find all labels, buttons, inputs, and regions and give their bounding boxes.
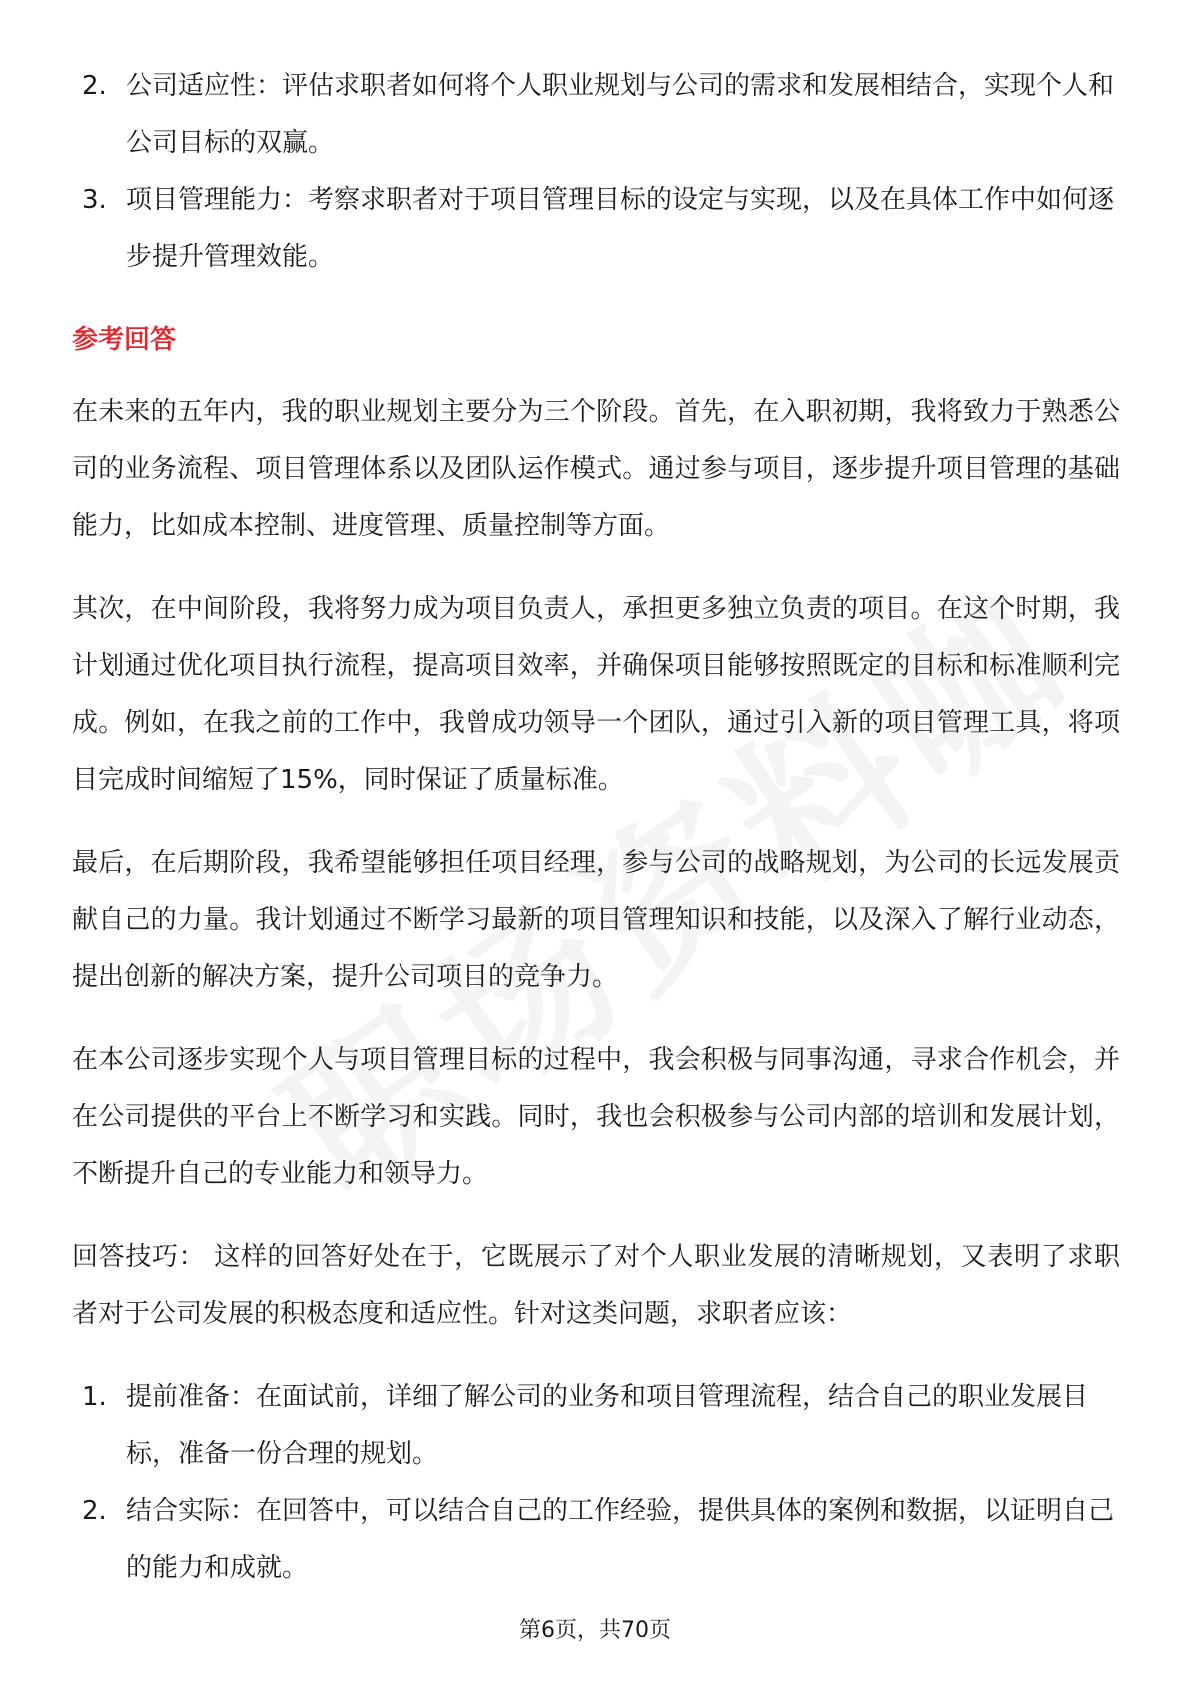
list-item bbox=[72, 1369, 1120, 1483]
answer-paragraph: 其次，在中间阶段，我将努力成为项目负责人，承担更多独立负责的项目。在这个时期，我计划通过优化项目执行流程，提高项目效率，并确保项目能够按照既定的目标和标准顺利完成。例如，在我之前的工作中，我曾成功领导一个团队，通过引入新的项目管理工具，将项目完成时间缩短了15%，同时保证了质量标准。 bbox=[72, 594, 1120, 795]
list-item-number: 1. bbox=[82, 1382, 107, 1412]
list-item-number: 2. bbox=[82, 71, 107, 101]
list-item-text: 评估求职者如何将个人职业规划与公司的需求和发展相结合，实现个人和公司目标的双赢。 bbox=[126, 71, 1115, 158]
tips-paragraph: 回答技巧： 这样的回答好处在于，它既展示了对个人职业发展的清晰规划，又表明了求职者对于公司发展的积极态度和适应性。针对这类问题，求职者应该： bbox=[72, 1242, 1120, 1329]
page-number: 第6页，共70页 bbox=[519, 1618, 671, 1643]
answer-paragraph: 最后，在后期阶段，我希望能够担任项目经理，参与公司的战略规划，为公司的长远发展贡献自己的力量。我计划通过不断学习最新的项目管理知识和技能，以及深入了解行业动态，提出创新的解决方案，提升公司项目的竞争力。 bbox=[72, 848, 1120, 992]
list-item-text: 在面试前，详细了解公司的业务和项目管理流程，结合自己的职业发展目标，准备一份合理的规划。 bbox=[126, 1382, 1089, 1469]
reference-answer-heading: 参考回答 bbox=[72, 325, 177, 355]
list-item-text: 考察求职者对于项目管理目标的设定与实现，以及在具体工作中如何逐步提升管理效能。 bbox=[126, 185, 1115, 272]
criteria-list bbox=[72, 58, 1120, 286]
tips-list bbox=[72, 1369, 1120, 1597]
list-item-number: 2. bbox=[82, 1496, 107, 1526]
answer-paragraph: 在未来的五年内，我的职业规划主要分为三个阶段。首先，在入职初期，我将致力于熟悉公司的业务流程、项目管理体系以及团队运作模式。通过参与项目，逐步提升项目管理的基础能力，比如成本控制、进度管理、质量控制等方面。 bbox=[72, 397, 1120, 541]
list-item-text: 在回答中，可以结合自己的工作经验，提供具体的案例和数据，以证明自己的能力和成就。 bbox=[126, 1496, 1115, 1583]
list-item bbox=[72, 58, 1120, 172]
list-item-term: 结合实际： bbox=[126, 1496, 257, 1526]
list-item-term: 公司适应性： bbox=[126, 71, 283, 101]
list-item bbox=[72, 172, 1120, 286]
list-item-number: 3. bbox=[82, 185, 107, 215]
list-item-term: 项目管理能力： bbox=[126, 185, 309, 215]
answer-paragraph: 在本公司逐步实现个人与项目管理目标的过程中，我会积极与同事沟通，寻求合作机会，并在公司提供的平台上不断学习和实践。同时，我也会积极参与公司内部的培训和发展计划，不断提升自己的专业能力和领导力。 bbox=[72, 1045, 1120, 1189]
list-item bbox=[72, 1483, 1120, 1597]
page-content bbox=[72, 58, 1120, 1597]
list-item-term: 提前准备： bbox=[126, 1382, 257, 1412]
